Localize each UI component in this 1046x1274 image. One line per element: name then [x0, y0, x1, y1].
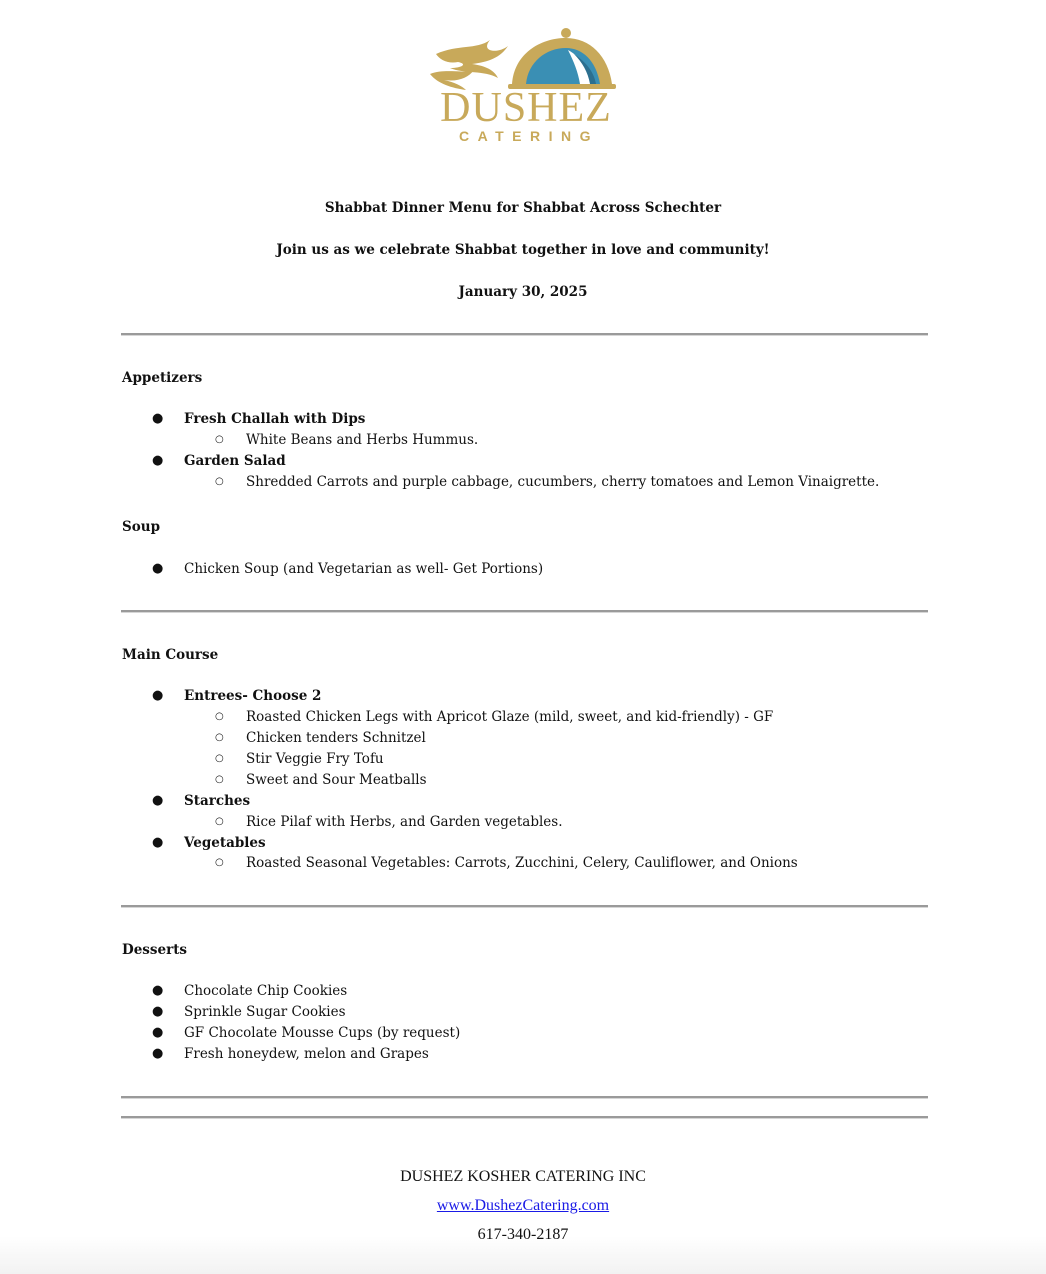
- footer-phone: 617-340-2187: [477, 1226, 569, 1243]
- list-item: Fresh honeydew, melon and Grapes: [184, 1046, 429, 1062]
- bullet-dot: ●: [152, 411, 164, 426]
- bullet-dot: ●: [152, 983, 164, 998]
- list-item: Vegetables: [184, 835, 266, 851]
- bullet-circle: ○: [215, 476, 224, 487]
- divider: [121, 1116, 928, 1118]
- sub-list-item: Shredded Carrots and purple cabbage, cucumbers, cherry tomatoes and Lemon Vinaigrette.: [246, 474, 880, 490]
- divider: [121, 333, 928, 335]
- list-item: Starches: [184, 793, 251, 809]
- company-logo: [428, 24, 624, 148]
- logo-subtitle: CATERING: [458, 128, 600, 144]
- bullet-dot: ●: [152, 1046, 164, 1061]
- sub-list-item: Chicken tenders Schnitzel: [246, 730, 426, 746]
- list-item: Chicken Soup (and Vegetarian as well- Get Portions): [184, 561, 544, 577]
- sub-list-item: Rice Pilaf with Herbs, and Garden vegetables.: [246, 814, 563, 830]
- website-link[interactable]: www.DushezCatering.com: [436, 1197, 610, 1214]
- bullet-circle: ○: [215, 732, 224, 743]
- bullet-circle: ○: [215, 434, 224, 445]
- bullet-dot: ●: [152, 835, 164, 850]
- cloche-flame-icon: [428, 24, 624, 94]
- section-heading-soup: Soup: [122, 519, 161, 535]
- list-item: Fresh Challah with Dips: [184, 411, 366, 427]
- section-heading-desserts: Desserts: [122, 942, 188, 958]
- sub-list-item: Roasted Chicken Legs with Apricot Glaze (mild, sweet, and kid-friendly) - GF: [246, 709, 774, 725]
- event-date: January 30, 2025: [458, 284, 588, 300]
- sub-list-item: Sweet and Sour Meatballs: [246, 772, 427, 788]
- section-heading-main-course: Main Course: [122, 647, 219, 663]
- sub-list-item: Stir Veggie Fry Tofu: [246, 751, 384, 767]
- list-item: Garden Salad: [184, 453, 286, 469]
- bullet-circle: ○: [215, 711, 224, 722]
- tagline: Join us as we celebrate Shabbat together in love and community!: [276, 242, 770, 258]
- list-item: GF Chocolate Mousse Cups (by request): [184, 1025, 461, 1041]
- bullet-circle: ○: [215, 816, 224, 827]
- bullet-dot: ●: [152, 793, 164, 808]
- sub-list-item: White Beans and Herbs Hummus.: [246, 432, 479, 448]
- menu-title: Shabbat Dinner Menu for Shabbat Across Schechter: [324, 200, 722, 216]
- bullet-circle: ○: [215, 774, 224, 785]
- footer-company: DUSHEZ KOSHER CATERING INC: [400, 1168, 646, 1185]
- section-heading-appetizers: Appetizers: [122, 370, 203, 386]
- bullet-dot: ●: [152, 1004, 164, 1019]
- bullet-dot: ●: [152, 1025, 164, 1040]
- list-item: Chocolate Chip Cookies: [184, 983, 348, 999]
- bullet-dot: ●: [152, 688, 164, 703]
- footer-website: [0, 1196, 1046, 1216]
- sub-list-item: Roasted Seasonal Vegetables: Carrots, Zucchini, Celery, Cauliflower, and Onions: [246, 855, 798, 871]
- bullet-circle: ○: [215, 857, 224, 868]
- list-item: Sprinkle Sugar Cookies: [184, 1004, 346, 1020]
- divider: [121, 1096, 928, 1098]
- list-item: Entrees- Choose 2: [184, 688, 322, 704]
- bullet-dot: ●: [152, 453, 164, 468]
- bullet-dot: ●: [152, 561, 164, 576]
- divider: [121, 610, 928, 612]
- logo-wordmark: DUSHEZ: [440, 85, 612, 131]
- divider: [121, 905, 928, 907]
- bullet-circle: ○: [215, 753, 224, 764]
